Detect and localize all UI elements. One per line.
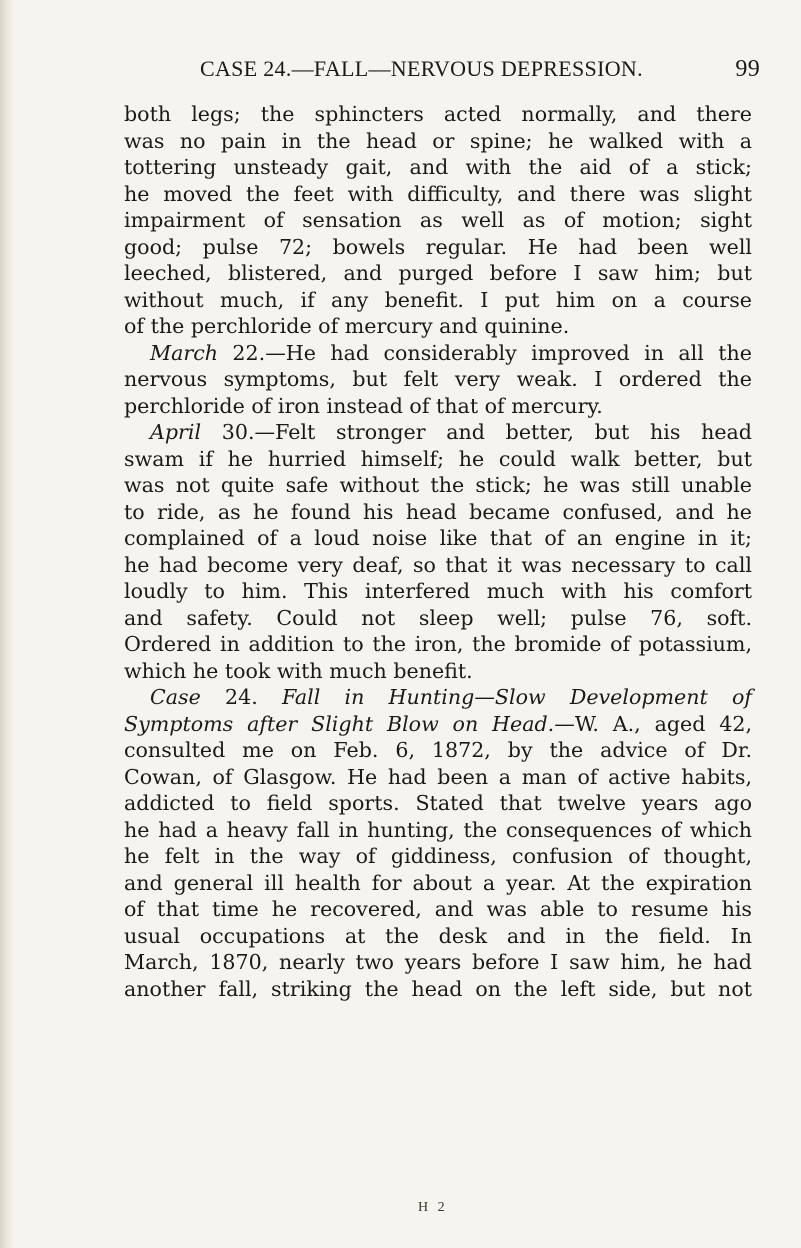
text-line	[124, 843, 752, 870]
text-segment: was not quite safe without the stick; he was still unable	[124, 473, 752, 497]
italic-text: Symptoms after Slight Blow on Head.	[124, 711, 555, 736]
text-segment: 22.—He had considerably improved in all the	[218, 340, 752, 365]
text-segment: to ride, as he found his head became confused, and he	[124, 499, 752, 524]
text-segment: swam if he hurried himself; he could walk better, but	[124, 446, 752, 471]
italic-text: March	[150, 340, 219, 365]
text-line	[124, 313, 752, 340]
text-line	[124, 578, 752, 605]
text-line	[124, 260, 752, 287]
text-line	[124, 128, 752, 155]
text-line	[124, 949, 752, 976]
text-line	[124, 366, 752, 393]
text-segment: Ordered in addition to the iron, the bromide of potassium,	[124, 632, 752, 656]
text-line	[124, 207, 752, 234]
italic-text: Case	[150, 685, 201, 709]
text-segment: tottering unsteady gait, and with the aid of a stick;	[124, 155, 752, 179]
text-line	[124, 896, 752, 923]
text-line	[124, 446, 752, 473]
text-line	[124, 393, 752, 420]
text-segment: loudly to him. This interfered much with his comfort	[124, 579, 752, 603]
text-line	[124, 525, 752, 552]
text-line	[124, 737, 752, 764]
text-segment: he moved the feet with difficulty, and there was slight	[124, 181, 752, 206]
text-line	[124, 234, 752, 261]
text-segment: —W. A., aged 42,	[554, 711, 752, 736]
text-line	[124, 419, 752, 446]
text-segment: 30.—Felt stronger and better, but his head	[201, 420, 752, 444]
text-line	[124, 923, 752, 950]
running-header-title: CASE 24.—FALL—NERVOUS DEPRESSION.	[200, 56, 643, 81]
text-line	[124, 552, 752, 579]
text-line	[124, 287, 752, 314]
text-line	[124, 181, 752, 208]
text-segment: another fall, striking the head on the left side, but not	[124, 976, 752, 1001]
text-line	[124, 101, 752, 128]
text-segment: was no pain in the head or spine; he walked with a	[124, 128, 752, 153]
text-segment: Cowan, of Glasgow. He had been a man of active habits,	[124, 764, 752, 789]
text-segment: without much, if any benefit. I put him on a course	[124, 287, 752, 312]
text-segment: consulted me on Feb. 6, 1872, by the advice of Dr.	[124, 738, 752, 762]
text-line	[124, 790, 752, 817]
text-line	[124, 817, 752, 844]
text-segment: of that time he recovered, and was able to resume his	[124, 897, 752, 921]
text-line	[124, 870, 752, 897]
text-segment: and general ill health for about a year. At the expiration	[124, 870, 752, 895]
text-segment: and safety. Could not sleep well; pulse 76, soft.	[124, 605, 752, 630]
text-segment: he had a heavy fall in hunting, the consequences of which	[124, 817, 752, 842]
text-line	[124, 631, 752, 658]
text-line	[124, 499, 752, 526]
text-line	[124, 764, 752, 791]
text-segment: addicted to field sports. Stated that twelve years ago	[124, 791, 752, 815]
text-segment: March, 1870, nearly two years before I saw him, he had	[124, 950, 752, 974]
text-segment: of the perchloride of mercury and quinine.	[124, 314, 570, 338]
text-line	[124, 684, 752, 711]
page-spine-edge	[0, 0, 14, 1248]
text-segment: he felt in the way of giddiness, confusion of thought,	[124, 844, 752, 868]
text-segment: he had become very deaf, so that it was necessary to call	[124, 552, 752, 577]
text-segment: usual occupations at the desk and in the field. In	[124, 923, 752, 948]
text-segment: impairment of sensation as well as of motion; sight	[124, 208, 752, 232]
text-line	[124, 472, 752, 499]
text-segment: leeched, blistered, and purged before I saw him; but	[124, 261, 752, 285]
italic-text: April	[150, 420, 202, 444]
running-header	[150, 52, 770, 92]
text-line	[124, 605, 752, 632]
text-segment: nervous symptoms, but felt very weak. I ordered the	[124, 367, 752, 391]
text-segment: 24.	[200, 685, 282, 709]
signature-mark: H 2	[418, 1200, 448, 1215]
text-segment: good; pulse 72; bowels regular. He had been well	[124, 234, 752, 259]
text-line	[124, 154, 752, 181]
text-line	[124, 976, 752, 1003]
text-segment: which he took with much benefit.	[124, 658, 473, 683]
text-line	[124, 340, 752, 367]
text-segment: perchloride of iron instead of that of mercury.	[124, 393, 603, 418]
italic-text: Fall in Hunting—Slow Development of	[281, 685, 753, 709]
text-line	[124, 658, 752, 685]
page-number: 99	[735, 56, 760, 82]
body-text	[124, 101, 752, 1002]
text-segment: complained of a loud noise like that of an engine in it;	[124, 526, 752, 550]
text-segment: both legs; the sphincters acted normally, and there	[124, 102, 752, 126]
text-line	[124, 711, 752, 738]
